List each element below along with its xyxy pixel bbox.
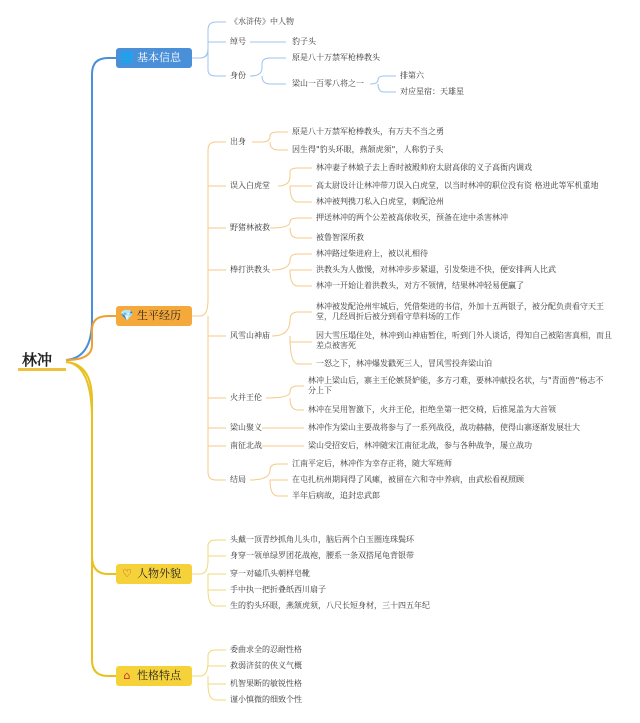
house-icon: ⌂ (123, 669, 131, 682)
node-birth-2[interactable]: 因生得"豹头环眼，燕颔虎须"，人称豹子头 (292, 145, 444, 154)
heart-icon: ♡ (122, 567, 132, 580)
node-staff-3[interactable]: 林冲一开始让着洪教头，对方不领情，结果林冲轻易便赢了 (316, 281, 524, 290)
node-looks-3[interactable]: 穿一对磕爪头朝样皂靴 (230, 569, 310, 578)
node-staff-1[interactable]: 林冲路过柴进府上，被以礼相待 (316, 249, 428, 258)
branch-life[interactable] (116, 306, 192, 326)
node-star[interactable]: 对应星宿：天雄星 (400, 87, 464, 96)
node-hall-3[interactable]: 林冲被判携刀私入白虎堂，刺配沧州 (316, 197, 444, 206)
connector-party (370, 76, 396, 92)
node-looks-2[interactable]: 身穿一领单绿罗团花战袍，腰系一条双搭尾龟背银带 (230, 551, 414, 560)
node-ending-1[interactable]: 江南平定后，林冲作为幸存正将，随大军班师 (292, 459, 452, 468)
node-birth[interactable]: 出身 (230, 137, 246, 146)
connector-life-children (192, 142, 226, 480)
node-ending-2[interactable]: 在屯扎杭州期间得了风瘫，被留在六和寺中养病，由武松看视照顾 (292, 475, 524, 484)
node-forest-1[interactable]: 押送林冲的两个公差被高俅收买，预备在途中杀害林冲 (316, 213, 508, 222)
node-looks-5[interactable]: 生的豹头环眼，燕颔虎须，八尺长短身材，三十四五年纪 (230, 601, 430, 610)
node-gather-1[interactable]: 林冲作为梁山主要战将参与了一系列战役，战功赫赫，使得山寨逐渐发展壮大 (308, 423, 580, 432)
node-traits-1[interactable]: 委曲求全的忍耐性格 (230, 645, 302, 654)
branch-traits[interactable] (116, 666, 192, 686)
connector-root-basic (66, 58, 116, 360)
node-nickname[interactable]: 绰号 (230, 37, 246, 46)
connector-traits-children (192, 650, 226, 700)
node-rank[interactable]: 排第六 (400, 71, 424, 80)
node-nickname-value[interactable]: 豹子头 (292, 37, 316, 46)
node-fire-1[interactable]: 林冲上梁山后，寨主王伦嫉贤妒能，多方刁难，要林冲献投名状，与"青面兽"杨志不分上下 (308, 376, 604, 395)
node-traits-3[interactable]: 机智果断的敏锐性格 (230, 679, 302, 688)
branch-looks[interactable] (116, 564, 192, 584)
node-temple-2[interactable]: 因大雪压塌住处，林冲到山神庙暂住，听到门外人谈话，得知自己被陷害真相，而且 差点被害死 (316, 331, 612, 350)
connector-root-traits (66, 362, 116, 676)
node-identity-2[interactable]: 梁山一百零八将之一 (292, 79, 364, 88)
node-fire-2[interactable]: 林冲在吴用智激下，火并王伦，拒绝坐第一把交椅，后推晁盖为大首领 (308, 405, 556, 414)
connector-temple (272, 312, 312, 364)
node-gather[interactable]: 梁山聚义 (230, 423, 262, 432)
node-origin[interactable]: 《水浒传》中人物 (230, 17, 294, 26)
node-temple-1[interactable]: 林冲被发配沧州牢城后，凭借柴进的书信，外加十五两银子，被分配负责看守天王堂，几经周折后被分到看守草料场的工作 (316, 302, 604, 321)
node-ending-3[interactable]: 半年后病故，追封忠武郎 (292, 491, 380, 500)
node-birth-1[interactable]: 原是八十万禁军枪棒教头，有万夫不当之勇 (292, 127, 444, 136)
connector-forest (270, 218, 312, 238)
gem-icon: 💎 (120, 309, 134, 322)
connector-basic-children (192, 22, 226, 76)
connector-looks-children (192, 540, 226, 606)
node-identity-1[interactable]: 原是八十万禁军枪棒教头 (292, 53, 380, 62)
connector-staff (272, 254, 312, 286)
node-identity[interactable]: 身份 (230, 71, 246, 80)
node-staff-2[interactable]: 洪教头为人傲慢，对林冲步步紧逼，引发柴进不快，便安排两人比武 (316, 265, 556, 274)
node-forest[interactable]: 野猪林被救 (230, 223, 270, 232)
node-traits-2[interactable]: 救弱济贫的侠义气概 (230, 661, 302, 670)
branch-label: 性格特点 (137, 669, 181, 682)
node-hall[interactable]: 误入白虎堂 (230, 181, 270, 190)
node-looks-1[interactable]: 头戴一顶青纱抓角儿头巾，脑后两个白玉圈连珠鬓环 (230, 535, 414, 544)
node-traits-4[interactable]: 谨小慎微的细致个性 (230, 695, 302, 704)
branch-label: 基本信息 (137, 51, 181, 64)
branch-basic-info[interactable] (116, 48, 192, 68)
node-north[interactable]: 南征北战 (230, 441, 262, 450)
node-north-1[interactable]: 梁山受招安后，林冲随宋江南征北战，参与各种战争，屡立战功 (308, 441, 532, 450)
branch-label: 生平经历 (137, 309, 181, 322)
node-temple[interactable]: 风雪山神庙 (230, 331, 270, 340)
connector-fire (266, 386, 304, 410)
node-looks-4[interactable]: 手中执一把折叠纸西川扇子 (230, 585, 326, 594)
connector-identity (250, 58, 286, 84)
root-node[interactable]: 林冲 (22, 351, 53, 369)
node-forest-2[interactable]: 被鲁智深所救 (316, 233, 364, 242)
connector-hall (278, 168, 312, 202)
node-temple-3[interactable]: 一怒之下，林冲爆发戳死三人，冒风雪投奔梁山泊 (316, 359, 492, 368)
globe-icon: 🌐 (120, 51, 134, 64)
node-staff[interactable]: 棒打洪教头 (230, 265, 270, 274)
node-ending[interactable]: 结局 (230, 475, 246, 484)
node-hall-1[interactable]: 林冲妻子林娘子去上香时被殿帅府太尉高俅的义子高衙内调戏 (316, 163, 532, 172)
branch-label: 人物外貌 (137, 567, 181, 580)
connector-birth (252, 132, 288, 150)
node-fire[interactable]: 火并王伦 (230, 393, 262, 402)
node-hall-2[interactable]: 高太尉设计让林冲带刀误入白虎堂，以当时林冲的职位没有资 格进此等军机重地 (316, 181, 599, 190)
connector-ending (250, 464, 288, 496)
